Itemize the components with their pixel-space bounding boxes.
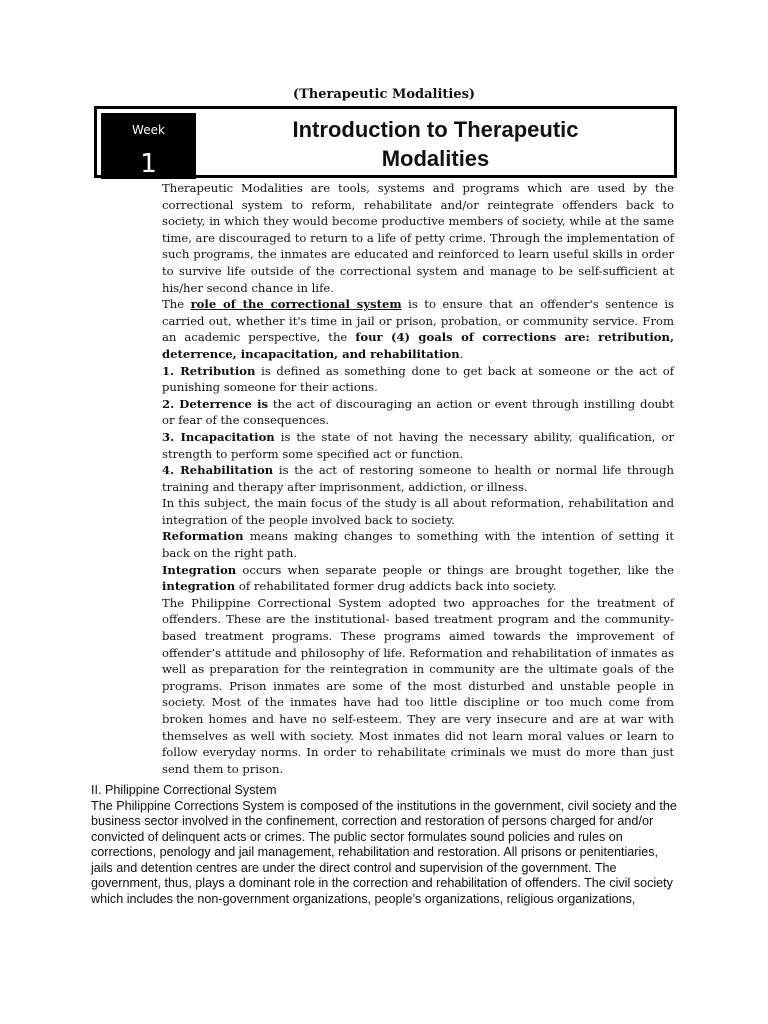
week-badge — [101, 113, 196, 179]
reformation-term: Reformation — [162, 529, 244, 544]
goal-text: is the act of restoring someone to health or normal life through training and therapy after imprisonment, addiction, or illness. — [162, 463, 674, 494]
reformation-definition — [162, 528, 674, 561]
course-title: (Therapeutic Modalities) — [292, 87, 476, 102]
reformation-text: means making changes to something with the intention of setting it back on the right path. — [162, 529, 674, 561]
goal-text: is the state of not having the necessary ability, qualification, or strength to perform some specified act or function. — [162, 429, 675, 461]
goals-intro: four (4) goals of corrections are: retribution, deterrence, incapacitation, and rehabilitation — [162, 330, 674, 361]
week-number: 1 — [140, 149, 157, 179]
goal-term: 2. Deterrence is — [162, 396, 269, 411]
section-2-heading: II. Philippine Correctional System — [91, 783, 277, 797]
goal-item — [162, 429, 674, 462]
goal-item — [162, 462, 674, 495]
goal-term: 1. Retribution — [162, 363, 256, 378]
approaches-paragraph: The Philippine Correctional System adopted two approaches for the treatment of offenders. These are the institutional- based treatment program and the community-based treatment programs. These programs aimed towards the improvement of offender’s attitude and philosophy of life. Reformation and rehabilitation of inmates as well as preparation for the reintegration in community are the ultimate goals of the programs. Prison inmates are some of the most disturbed and unstable people in society. Most of the inmates have had too little discipline or too much come from broken homes and have no self-esteem. They are very insecure and are at war with themselves as well with society. Most inmates did not learn moral values or learn to follow everyday norms. In order to rehabilitate criminals we must do more than just send them to prison. — [162, 595, 674, 776]
goal-term: 4. Rehabilitation — [162, 463, 274, 478]
lesson-header — [94, 106, 677, 178]
role-end: . — [459, 346, 464, 361]
goal-text: is defined as something done to get back at someone or the act of punishing someone for their actions. — [162, 363, 674, 395]
lesson-title-line2: Modalities — [381, 146, 490, 171]
integration-text: occurs when separate people or things are brought together, like the — [236, 562, 674, 577]
section-2-text: The Philippine Corrections System is composed of the institutions in the government, civil society and the business sector involved in the confinement, correction and restoration of persons charged for and/or convicted of delinquent acts or crimes. The public sector formulates sound policies and rules on corrections, penology and jail management, rehabilitation and restoration. All prisons or penitentiaries, jails and detention centres are under the direct control and supervision of the government. The government, thus, plays a dominant role in the correction and rehabilitation of offenders. The civil society which includes the non-government organizations, people’s organizations, religious organizations, — [91, 798, 677, 906]
week-label: Week — [132, 123, 165, 137]
integration-text-end: of rehabilitated former drug addicts back into society. — [235, 579, 557, 594]
role-paragraph — [162, 296, 674, 362]
integration-term-inline: integration — [162, 579, 236, 594]
integration-definition — [162, 562, 674, 595]
role-term: role of the correctional system — [190, 297, 402, 312]
role-mid: is to ensure that an offender's sentence is carried out, whether it's time in jail or prison, probation, or community service. From an academic perspective, the — [162, 297, 674, 345]
goal-item — [162, 396, 674, 429]
lesson-title — [197, 115, 674, 173]
section-2 — [91, 783, 681, 907]
goal-text: the act of discouraging an action or event through instilling doubt or fear of the consequences. — [162, 396, 674, 428]
goal-term: 3. Incapacitation — [162, 429, 275, 444]
goal-item — [162, 363, 674, 396]
role-pre: The — [162, 297, 191, 312]
lesson-body — [162, 180, 674, 777]
integration-term: Integration — [162, 562, 237, 577]
focus-paragraph: In this subject, the main focus of the study is all about reformation, rehabilitation and integration of the people involved back to society. — [162, 496, 674, 527]
intro-paragraph: Therapeutic Modalities are tools, systems and programs which are used by the correctional system to reform, rehabilitate and/or reintegrate offenders back to society, in which they would become productive members of society, while at the same time, are discouraged to return to a life of petty crime. Through the implementation of such programs, the inmates are educated and reinforced to learn useful skills in order to survive life outside of the correctional system and manage to be self-sufficient at his/her second chance in life. — [162, 181, 674, 295]
lesson-title-line1: Introduction to Therapeutic — [292, 117, 579, 142]
